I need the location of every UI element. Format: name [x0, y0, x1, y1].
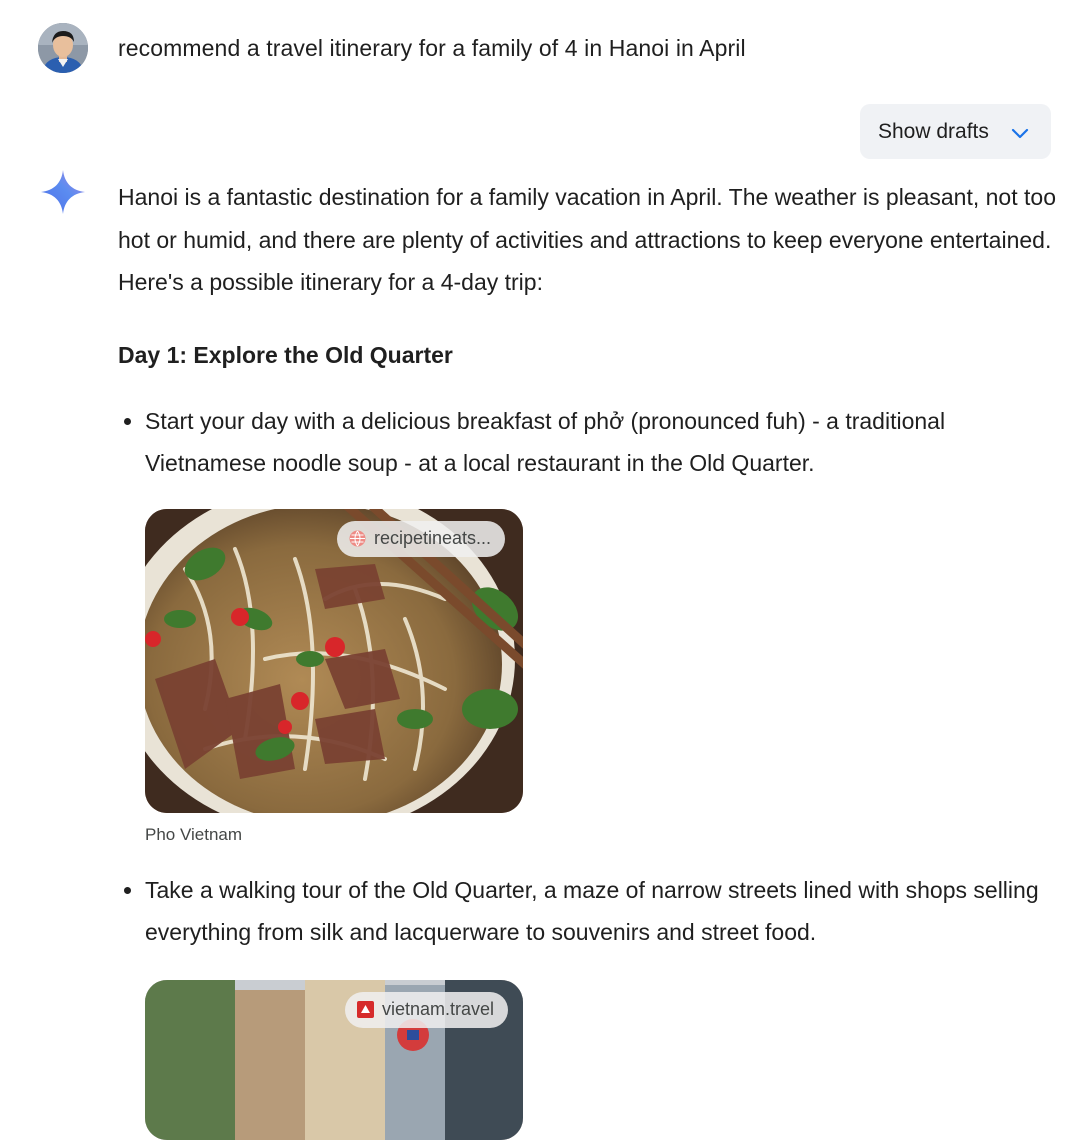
- site-logo-icon: [357, 1001, 374, 1018]
- image-source-label: recipetineats...: [374, 528, 492, 548]
- image-source-chip[interactable]: [345, 992, 508, 1028]
- assistant-response: [118, 176, 1058, 1140]
- list-item: Start your day with a delicious breakfast of phở (pronounced fuh) - a traditional Vietnamese noodle soup - at a local restaurant in the Old Quarter.: [118, 400, 1058, 485]
- image-caption: Pho Vietnam: [145, 824, 243, 844]
- list-item: Take a walking tour of the Old Quarter, a maze of narrow streets lined with shops selling everything from silk and lacquerware to souvenirs and street food.: [118, 869, 1058, 954]
- response-intro: Hanoi is a fantastic destination for a family vacation in April. The weather is pleasant, not too hot or humid, and there are plenty of activities and attractions to keep everyone entertained. Here's a possible itinerary for a 4-day trip:: [118, 184, 1056, 295]
- gemini-spark-icon: [40, 169, 86, 215]
- globe-icon: [349, 530, 366, 547]
- image-source-chip[interactable]: [337, 521, 505, 557]
- avatar-image: [38, 23, 88, 73]
- image-source-label: vietnam.travel: [382, 999, 495, 1019]
- old-quarter-image-card[interactable]: [145, 980, 523, 1140]
- show-drafts-label: Show drafts: [878, 119, 989, 143]
- day1-heading: Day 1: Explore the Old Quarter: [118, 341, 453, 368]
- user-prompt-row: [38, 23, 746, 73]
- user-prompt-text: recommend a travel itinerary for a family of 4 in Hanoi in April: [118, 34, 746, 61]
- avatar[interactable]: [38, 23, 88, 73]
- pho-image-card[interactable]: [145, 509, 523, 813]
- show-drafts-button[interactable]: [860, 104, 1051, 159]
- chevron-down-icon: [1009, 122, 1031, 144]
